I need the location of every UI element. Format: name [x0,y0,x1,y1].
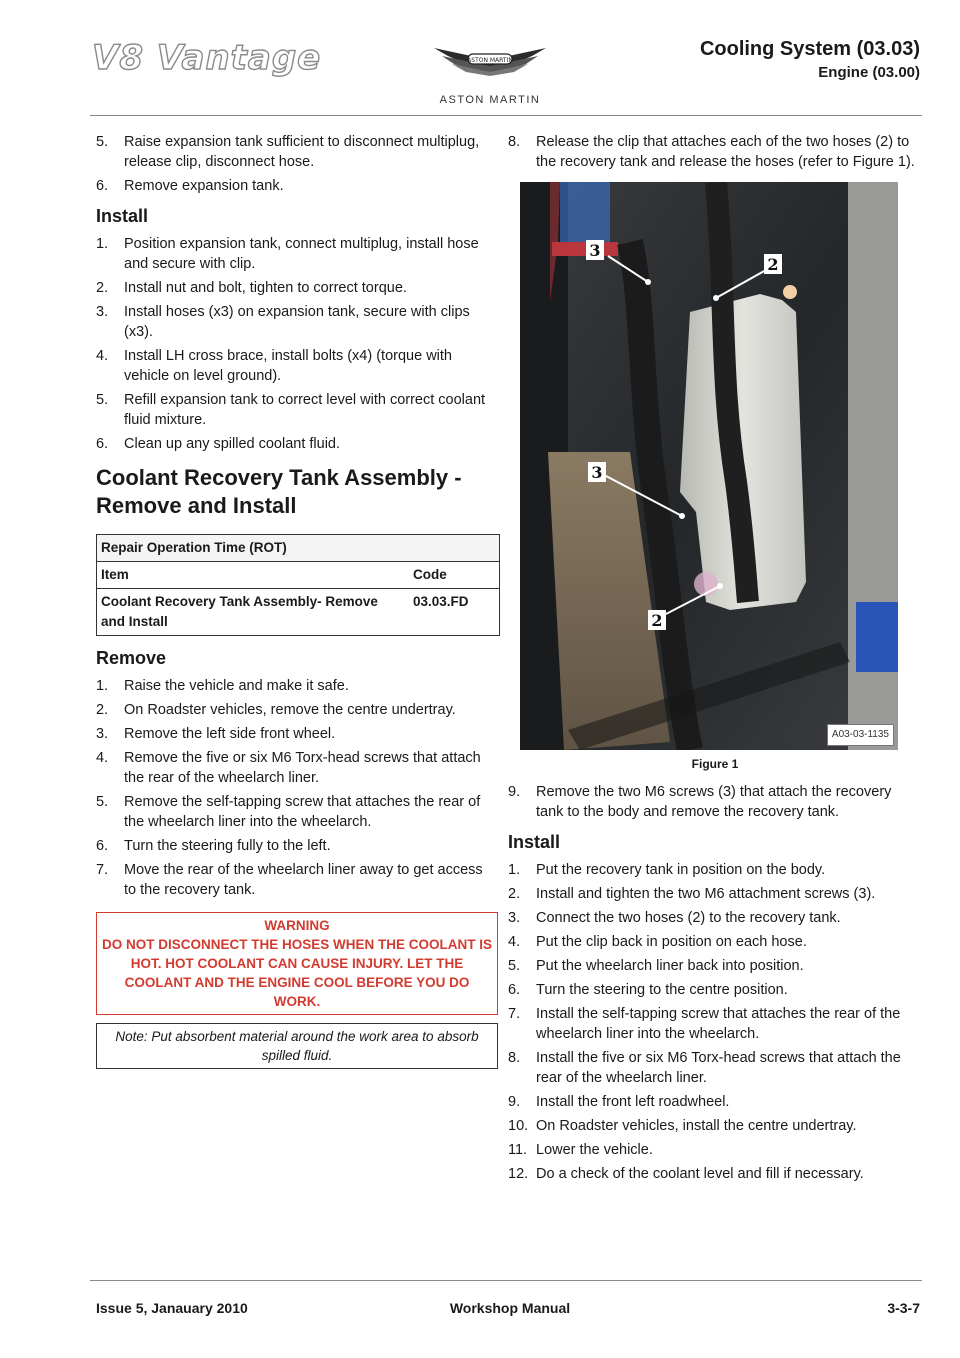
step-number: 4. [96,348,109,364]
step-item [96,434,498,454]
step-item [96,302,498,342]
step-number: 5. [96,134,109,150]
step-number: 5. [96,794,109,810]
step-item [508,782,922,822]
step-text: Release the clip that attaches each of the two hoses (2) to the recovery tank and release the hoses (refer to Figure 1). [536,134,915,170]
install-steps [508,860,922,1184]
step-item [96,278,498,298]
step-number: 1. [508,862,521,878]
step-item [96,176,498,196]
step-number: 2. [96,702,109,718]
step-text: Install LH cross brace, install bolts (x4) (torque with vehicle on level ground). [124,348,452,384]
install-heading: Install [508,832,561,852]
step-item [96,792,498,832]
remove-steps-continued [96,132,498,196]
step-text: Install the front left roadwheel. [536,1094,730,1110]
left-column [96,132,498,1069]
callout-label: 3 [591,463,603,482]
step-item [508,1004,922,1044]
step-item [508,884,922,904]
step-number: 3. [96,304,109,320]
step-number: 6. [508,982,521,998]
step-number: 11. [508,1142,528,1158]
step-number: 2. [96,280,109,296]
step-item [96,724,498,744]
step-item [96,234,498,274]
step-item [96,132,498,172]
rot-table [96,534,500,636]
step-number: 6. [96,838,109,854]
step-text: Raise expansion tank sufficient to disconnect multiplug, release clip, disconnect hose. [124,134,480,170]
step-number: 8. [508,134,521,150]
step-number: 7. [508,1006,521,1022]
step-item [508,908,922,928]
step-number: 6. [96,178,109,194]
step-item [508,1092,922,1112]
step-item [508,860,922,880]
step-number: 4. [508,934,521,950]
callout-label: 2 [767,255,779,274]
step-text: Refill expansion tank to correct level with correct coolant fluid mixture. [124,392,486,428]
step-text: Position expansion tank, connect multiplug, install hose and secure with clip. [124,236,479,272]
step-number: 6. [96,436,109,452]
step-item [508,956,922,976]
install-heading: Install [96,206,149,226]
step-number: 5. [508,958,521,974]
right-column [508,132,922,1188]
header-rule [90,115,922,116]
step-item [96,676,498,696]
step-text: Put the wheelarch liner back into position. [536,958,804,974]
step-item [96,748,498,788]
page-number: 3-3-7 [887,1300,920,1316]
step-text: Put the clip back in position on each hose. [536,934,807,950]
manual-name: Workshop Manual [449,1300,571,1316]
v8-vantage-logo: V8 Vantage [92,38,322,78]
step-number: 3. [508,910,521,926]
step-number: 8. [508,1050,521,1066]
svg-text:ASTON MARTIN: ASTON MARTIN [467,57,513,64]
step-item [508,980,922,1000]
remove-steps [96,676,498,900]
step-text: Remove the left side front wheel. [124,726,336,742]
step-number: 1. [96,236,109,252]
figure-1-photo [520,182,898,750]
step-text: Turn the steering to the centre position. [536,982,788,998]
step-number: 9. [508,1094,521,1110]
step-item [96,390,498,430]
step-item [508,1140,922,1160]
rot-code: 03.03.FD [413,594,469,609]
note-box: Note: Put absorbent material around the work area to absorb spilled fluid. [96,1023,498,1069]
step-text: On Roadster vehicles, install the centre undertray. [536,1118,857,1134]
rot-header-row [97,561,499,588]
step-text: Remove the self-tapping screw that attaches the rear of the wheelarch liner into the wheelarch. [124,794,481,830]
step-number: 7. [96,862,109,878]
step-number: 12. [508,1166,529,1182]
rot-code-header: Code [413,567,447,582]
page-title: Cooling System (03.03) [699,38,920,60]
step-text: Move the rear of the wheelarch liner away to get access to the recovery tank. [124,862,483,898]
remove-heading: Remove [96,648,167,668]
step-text: Do a check of the coolant level and fill if necessary. [536,1166,864,1182]
step-number: 10. [508,1118,529,1134]
step-item [508,1048,922,1088]
step-text: Install and tighten the two M6 attachment screws (3). [536,886,876,902]
step-number: 1. [96,678,109,694]
callout-label: 2 [651,611,663,630]
step-number: 9. [508,784,521,800]
step-item [508,1116,922,1136]
install-steps [96,234,498,454]
step-text: Turn the steering fully to the left. [124,838,331,854]
page-subtitle: Engine (03.00) [818,64,920,81]
step-item [96,836,498,856]
step-text: Install nut and bolt, tighten to correct torque. [124,280,407,296]
warning-text: DO NOT DISCONNECT THE HOSES WHEN THE COOLANT IS HOT. HOT COOLANT CAN CAUSE INJURY. LET THE COOLANT AND THE ENGINE COOL BEFORE YOU DO WORK. [101,937,492,1009]
step-number: 2. [508,886,521,902]
step-text: Lower the vehicle. [536,1142,653,1158]
step-text: Remove expansion tank. [124,178,284,194]
brand-name: ASTON MARTIN [439,94,541,106]
step-item [508,932,922,952]
issue-date: Issue 5, Janauary 2010 [96,1300,248,1316]
rot-item-header: Item [101,567,129,582]
rot-item: Coolant Recovery Tank Assembly- Remove and Install [101,594,378,629]
step-text: Install the self-tapping screw that attaches the rear of the wheelarch liner into the wheelarch. [536,1006,901,1042]
warning-title: WARNING [264,918,330,933]
step-text: Remove the two M6 screws (3) that attach the recovery tank to the body and remove the recovery tank. [536,784,892,820]
step-text: Clean up any spilled coolant fluid. [124,436,341,452]
warning-box [96,912,498,1015]
callout-label: 3 [589,241,601,260]
step-text: Remove the five or six M6 Torx-head screws that attach the rear of the wheelarch liner. [124,750,481,786]
rot-data-row [97,588,499,635]
step-item [96,860,498,900]
aston-martin-wings-logo [432,40,548,92]
step-number: 5. [96,392,109,408]
footer-rule [90,1280,922,1281]
step-text: Connect the two hoses (2) to the recovery tank. [536,910,841,926]
step-text: On Roadster vehicles, remove the centre undertray. [124,702,456,718]
step-number: 4. [96,750,109,766]
figure-caption: Figure 1 [691,757,739,771]
step-text: Put the recovery tank in position on the body. [536,862,826,878]
rot-title-row [97,535,499,561]
step-number: 3. [96,726,109,742]
rot-title: Repair Operation Time (ROT) [101,540,287,555]
step-text: Raise the vehicle and make it safe. [124,678,349,694]
step-item [508,132,922,172]
step-text: Install the five or six M6 Torx-head screws that attach the rear of the wheelarch liner. [536,1050,901,1086]
section-title: Coolant Recovery Tank Assembly - Remove and Install [96,465,462,518]
figure-ref-code: A03-03-1135 [827,724,894,746]
step-item [96,346,498,386]
recovery-tank-photo [520,182,898,750]
step-text: Install hoses (x3) on expansion tank, secure with clips (x3). [124,304,470,340]
step-item [96,700,498,720]
step-item [508,1164,922,1184]
